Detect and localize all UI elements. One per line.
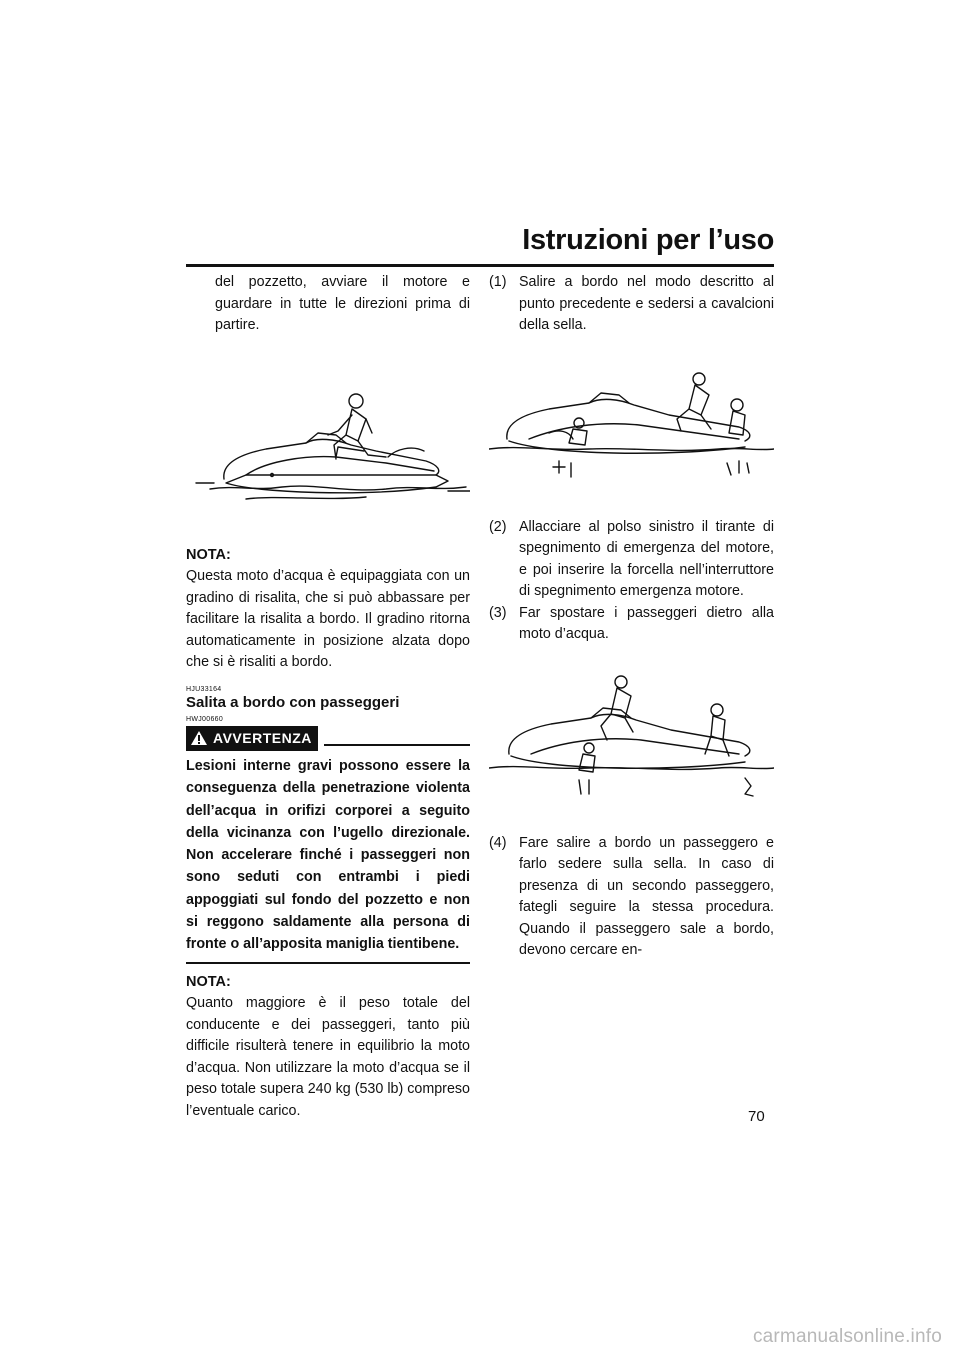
warning-label-box [186, 726, 318, 752]
step-text: Fare salire a bordo un passeggero e farlo sedere sulla sella. In caso di presenza di un secondo passeggero, fategli seguire la stessa procedura. Quando il passeggero sale a bordo, devono cercare en- [519, 834, 774, 958]
warning-end-rule [186, 962, 470, 964]
warning-code: HWJ00660 [186, 715, 224, 723]
warning-banner [186, 726, 470, 752]
header-rule [186, 264, 774, 267]
page-number: 70 [748, 1108, 765, 1125]
warning-rule [324, 744, 470, 746]
step-3 [489, 603, 774, 646]
warning-text: Lesioni interne gravi possono essere la conseguenza della penetrazione violenta dell’acqua in orifizi corporei a seguito della vicinanza con l’ugello direzionale. Non accelerare finché i passeggeri non sono seduti con entrambi i piedi appoggiati sul fondo del pozzetto e non si reggono saldamente alla persona di fronte o all’apposita maniglia tientibene. [186, 758, 470, 953]
left-column [186, 272, 470, 1122]
watermark: carmanualsonline.info [752, 1326, 942, 1347]
step-text: Allacciare al polso sinistro il tirante di spegnimento di emergenza del motore, e poi inserire la forcella nell’interruttore di spegnimento emergenza motore. [519, 518, 774, 599]
note1-text: Questa moto d’acqua è equipaggiata con un gradino di risalita, che si può abbassare per facilitare la risalita a bordo. Il gradino ritorna automaticamente in posizione alzata dopo che si è risaliti a bordo. [186, 568, 470, 670]
right-column [489, 272, 774, 962]
step-text: Salire a bordo nel modo descritto al punto precedente e sedersi a cavalcioni della sella. [519, 274, 774, 333]
illustration-passengers-in-water [489, 674, 774, 799]
step-number: (3) [489, 604, 507, 621]
warning-triangle-icon [190, 730, 208, 746]
step-2 [489, 517, 774, 603]
step-number: (1) [489, 274, 507, 290]
step-4 [489, 833, 774, 962]
illustration-boarding-passengers [489, 369, 774, 479]
step-1 [489, 272, 774, 337]
step-number: (2) [489, 518, 507, 535]
note1-heading: NOTA: [186, 546, 231, 563]
note2-heading: NOTA: [186, 973, 231, 990]
note2-text: Quanto maggiore è il peso totale del conducente e dei passeggeri, tanto più difficile risulterà tenere in equilibrio la moto d’acqua. Non utilizzare la moto d’acqua se il peso totale supera 240 kg (530 lb) compreso l’eventuale carico. [186, 995, 470, 1119]
illustration-rider-on-watercraft [186, 375, 470, 505]
section-code: HJU33164 [186, 685, 222, 693]
step-number: (4) [489, 834, 507, 851]
warning-label: AVVERTENZA [213, 729, 312, 746]
section-title: Salita a bordo con passeggeri [186, 693, 400, 711]
intro-paragraph: del pozzetto, avviare il motore e guardare in tutte le direzioni prima di partire. [215, 274, 470, 333]
page-header-title: Istruzioni per l’uso [522, 224, 774, 256]
step-text: Far spostare i passeggeri dietro alla moto d’acqua. [519, 604, 774, 642]
